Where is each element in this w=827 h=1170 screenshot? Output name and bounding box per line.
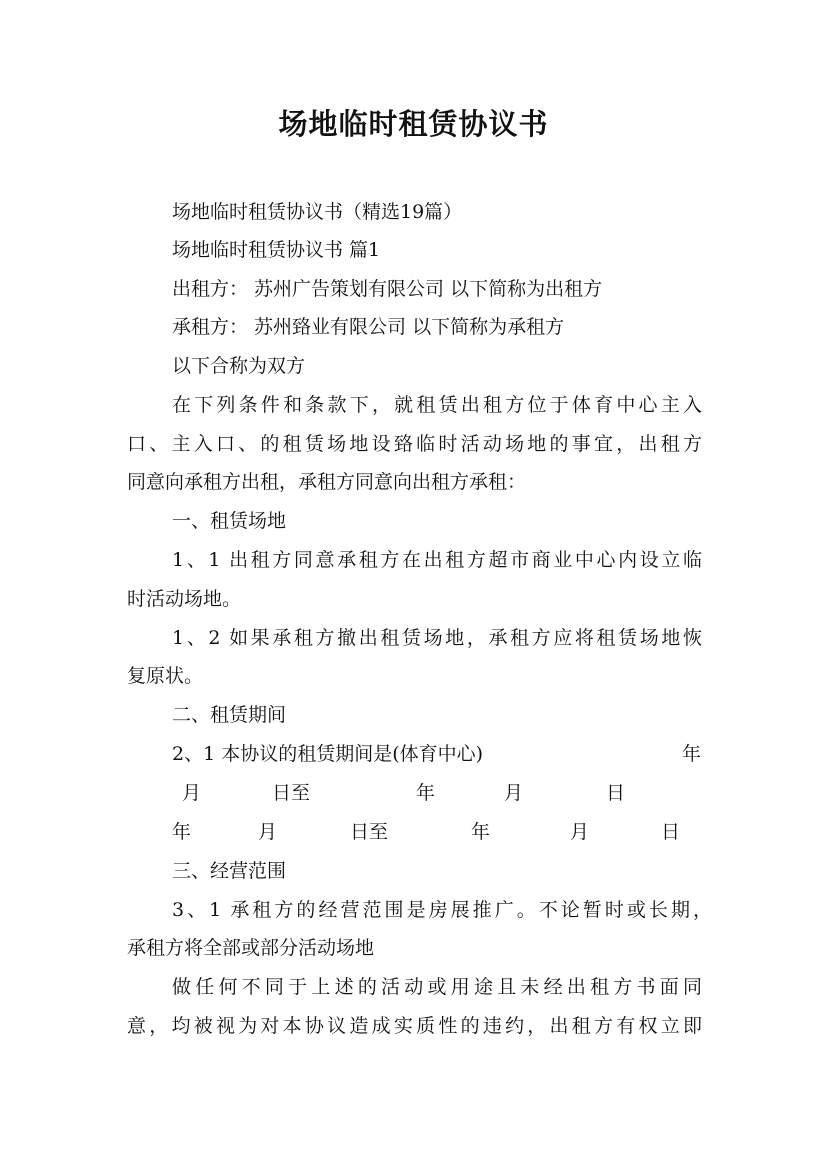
section-heading: 二、租赁期间: [172, 704, 287, 726]
paragraph-line: 1、1 出租方同意承租方在出租方超市商业中心内设立临: [172, 549, 702, 571]
date-field: 月: [570, 821, 590, 843]
lessor-line: 出租方： 苏州广告策划有限公司 以下简称为出租方: [172, 278, 603, 300]
date-field: 月: [258, 821, 278, 843]
paragraph-line: 口、主入口、的租赁场地设臵临时活动场地的事宜，出租方: [127, 433, 702, 455]
paragraph-line: 1、2 如果承租方撤出租赁场地，承租方应将租赁场地恢: [172, 627, 702, 649]
date-field: 日至: [272, 782, 311, 804]
section-heading: 一、租赁场地: [172, 510, 287, 532]
date-field: 月: [504, 782, 524, 804]
paragraph-line: 同意向承租方出租，承租方同意向出租方承租：: [127, 471, 527, 493]
paragraph-line: 3、1 承租方的经营范围是房展推广。不论暂时或长期，: [172, 899, 712, 921]
date-field: 月: [182, 782, 202, 804]
lessee-line: 承租方： 苏州臵业有限公司 以下简称为承租方: [172, 316, 565, 338]
paragraph-line: 做任何不同于上述的活动或用途且未经出租方书面同: [172, 976, 702, 998]
section-heading: 三、经营范围: [172, 860, 287, 882]
date-field: 日: [661, 821, 681, 843]
date-field: 年: [416, 782, 436, 804]
page-title: 场地临时租赁协议书: [278, 107, 549, 141]
date-field: 日至: [350, 821, 389, 843]
paragraph-line: 2、1 本协议的租赁期间是(体育中心): [172, 743, 484, 765]
section-heading: 场地临时租赁协议书 篇1: [172, 239, 381, 261]
date-field: 日: [606, 782, 626, 804]
paragraph-line: 复原状。: [127, 665, 204, 687]
paragraph-line: 在下列条件和条款下，就租赁出租方位于体育中心主入: [172, 394, 702, 416]
doc-subtitle: 场地临时租赁协议书（精选19篇）: [172, 201, 463, 223]
paragraph-line: 时活动场地。: [127, 588, 242, 610]
paragraph-line: 承租方将全部或部分活动场地: [127, 937, 375, 959]
date-field: 年: [172, 821, 192, 843]
parties-line: 以下合称为双方: [172, 355, 306, 377]
date-field: 年: [682, 743, 702, 765]
date-field: 年: [471, 821, 491, 843]
paragraph-line: 意，均被视为对本协议造成实质性的违约，出租方有权立即: [127, 1015, 702, 1037]
